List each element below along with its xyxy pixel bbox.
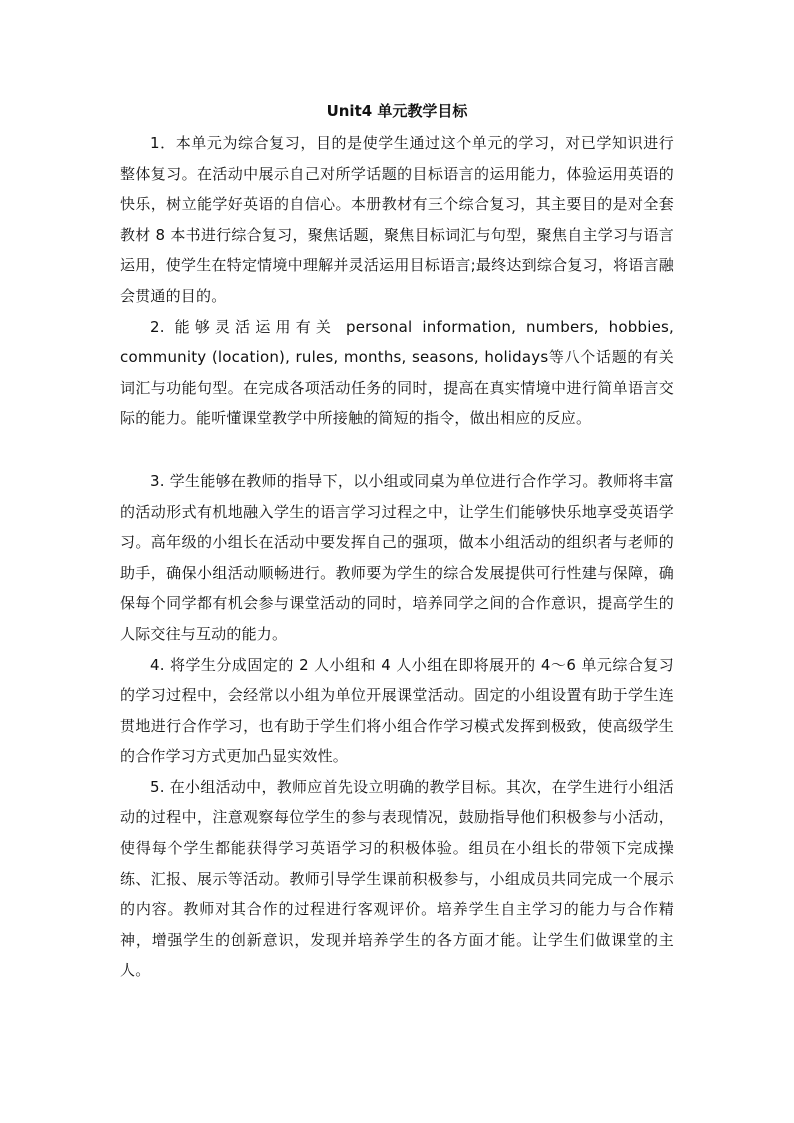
- document-body: [120, 128, 674, 986]
- paragraph-1: 1．本单元为综合复习，目的是使学生通过这个单元的学习，对已学知识进行整体复习。在活动中展示自己对所学话题的目标语言的运用能力，体验运用英语的快乐，树立能学好英语的自信心。本册教材有三个综合复习，其主要目的是对全套教材 8 本书进行综合复习，聚焦话题，聚焦目标词汇与句型，聚焦自主学习与语言运用，使学生在特定情境中理解并灵活运用目标语言;最终达到综合复习，将语言融会贯通的目的。: [120, 134, 674, 305]
- paragraph-spacer: [120, 434, 674, 466]
- paragraph-3: 3. 学生能够在教师的指导下，以小组或同桌为单位进行合作学习。教师将丰富的活动形式有机地融入学生的语言学习过程之中，让学生们能够快乐地享受英语学习。高年级的小组长在活动中要发挥自己的强项，做本小组活动的组织者与老师的助手，确保小组活动顺畅进行。教师要为学生的综合发展提供可行性建与保障，确保每个同学都有机会参与课堂活动的同时，培养同学之间的合作意识，提高学生的人际交往与互动的能力。: [120, 471, 674, 643]
- paragraph-4: 4. 将学生分成固定的 2 人小组和 4 人小组在即将展开的 4～6 单元综合复习的学习过程中，会经常以小组为单位开展课堂活动。固定的小组设置有助于学生连贯地进行合作学习，也有助于学生们将小组合作学习模式发挥到极致，使高级学生的合作学习方式更加凸显实效性。: [120, 655, 674, 766]
- paragraph-2: 2. 能够灵活运用有关 personal information, numbers, hobbies, community (location), rules, months, seasons, holidays等八个话题的有关词汇与功能句型。在完成各项活动任务的同时，提高在真实情境中进行简单语言交际的能力。能听懂课堂教学中所接触的简短的指令，做出相应的反应。: [120, 317, 674, 428]
- paragraph-5: 5. 在小组活动中，教师应首先设立明确的教学目标。其次，在学生进行小组活动的过程中，注意观察每位学生的参与表现情况，鼓励指导他们积极参与小活动，使得每个学生都能获得学习英语学习的积极体验。组员在小组长的带领下完成操练、汇报、展示等活动。教师引导学生课前积极参与，小组成员共同完成一个展示的内容。教师对其合作的过程进行客观评价。培养学生自主学习的能力与合作精神，增强学生的创新意识，发现并培养学生的各方面才能。让学生们做课堂的主人。: [120, 777, 674, 980]
- document-title: Unit4 单元教学目标: [326, 102, 468, 120]
